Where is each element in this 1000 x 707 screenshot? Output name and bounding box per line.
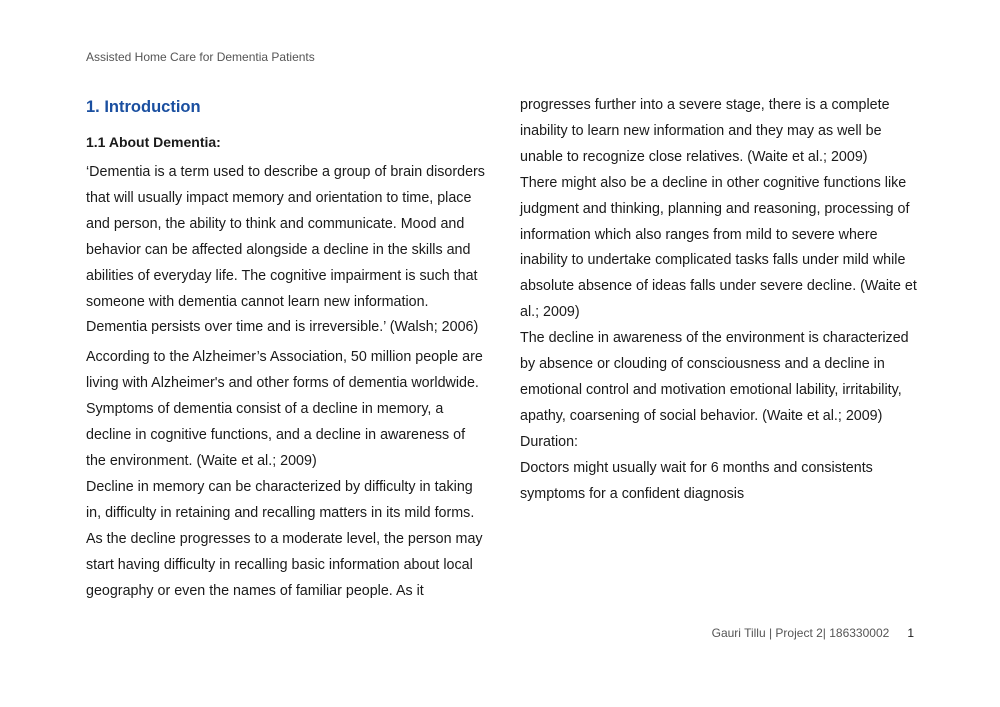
section-heading: 1. Introduction xyxy=(86,98,201,116)
page-number: 1 xyxy=(907,626,914,640)
paragraph-cognitive-decline: There might also be a decline in other cognitive functions like judgment and thinking, planning and reasoning, processing of information which also ranges from mild to severe where inability to undertake complicated tasks falls under mild while absolute absence of ideas falls under severe decline. (Waite et al.; 2009) xyxy=(520,174,917,321)
subsection-heading: 1.1 About Dementia: xyxy=(86,134,221,150)
paragraph-prevalence: According to the Alzheimer’s Association, 50 million people are living with Alzheimer's and other forms of dementia worldwide. Symptoms of dementia consist of a decline in memory, a decline in cognitive functions, and a decline in awareness of the environment. (Waite et al.; 2009) xyxy=(86,349,483,469)
running-header: Assisted Home Care for Dementia Patients xyxy=(86,50,315,64)
right-column xyxy=(520,93,920,508)
paragraph-awareness-decline: The decline in awareness of the environment is characterized by absence or clouding of consciousness and a decline in emotional control and motivation emotional lability, irritability, apathy, coarsening of social behavior. (Waite et al.; 2009) xyxy=(520,330,909,424)
left-column xyxy=(86,92,486,604)
paragraph-memory-decline: Decline in memory can be characterized by difficulty in taking in, difficulty in retaining and recalling matters in its mild forms. As the decline progresses to a moderate level, the person may start having difficulty in recalling basic information about local geography or even the names of familiar people. As it xyxy=(86,478,483,599)
paragraph-diagnosis: Doctors might usually wait for 6 months and consistents symptoms for a confident diagnosis xyxy=(520,459,873,502)
paragraph-severe-stage: progresses further into a severe stage, there is a complete inability to learn new information and they may as well be unable to recognize close relatives. (Waite et al.; 2009) xyxy=(520,97,890,165)
page-footer xyxy=(712,626,914,640)
paragraph-duration-label: Duration: xyxy=(520,433,579,450)
paragraph-dementia-definition: ‘Dementia is a term used to describe a group of brain disorders that will usually impact memory and orientation to time, place and person, the ability to think and communicate. Mood and behavior can be affected alongside a decline in the skills and abilities of everyday life. The cognitive impairment is such that someone with dementia cannot learn new information. Dementia persists over time and is irreversible.’ (Walsh; 2006) xyxy=(86,164,485,336)
footer-author-info: Gauri Tillu | Project 2| 186330002 xyxy=(711,626,890,640)
